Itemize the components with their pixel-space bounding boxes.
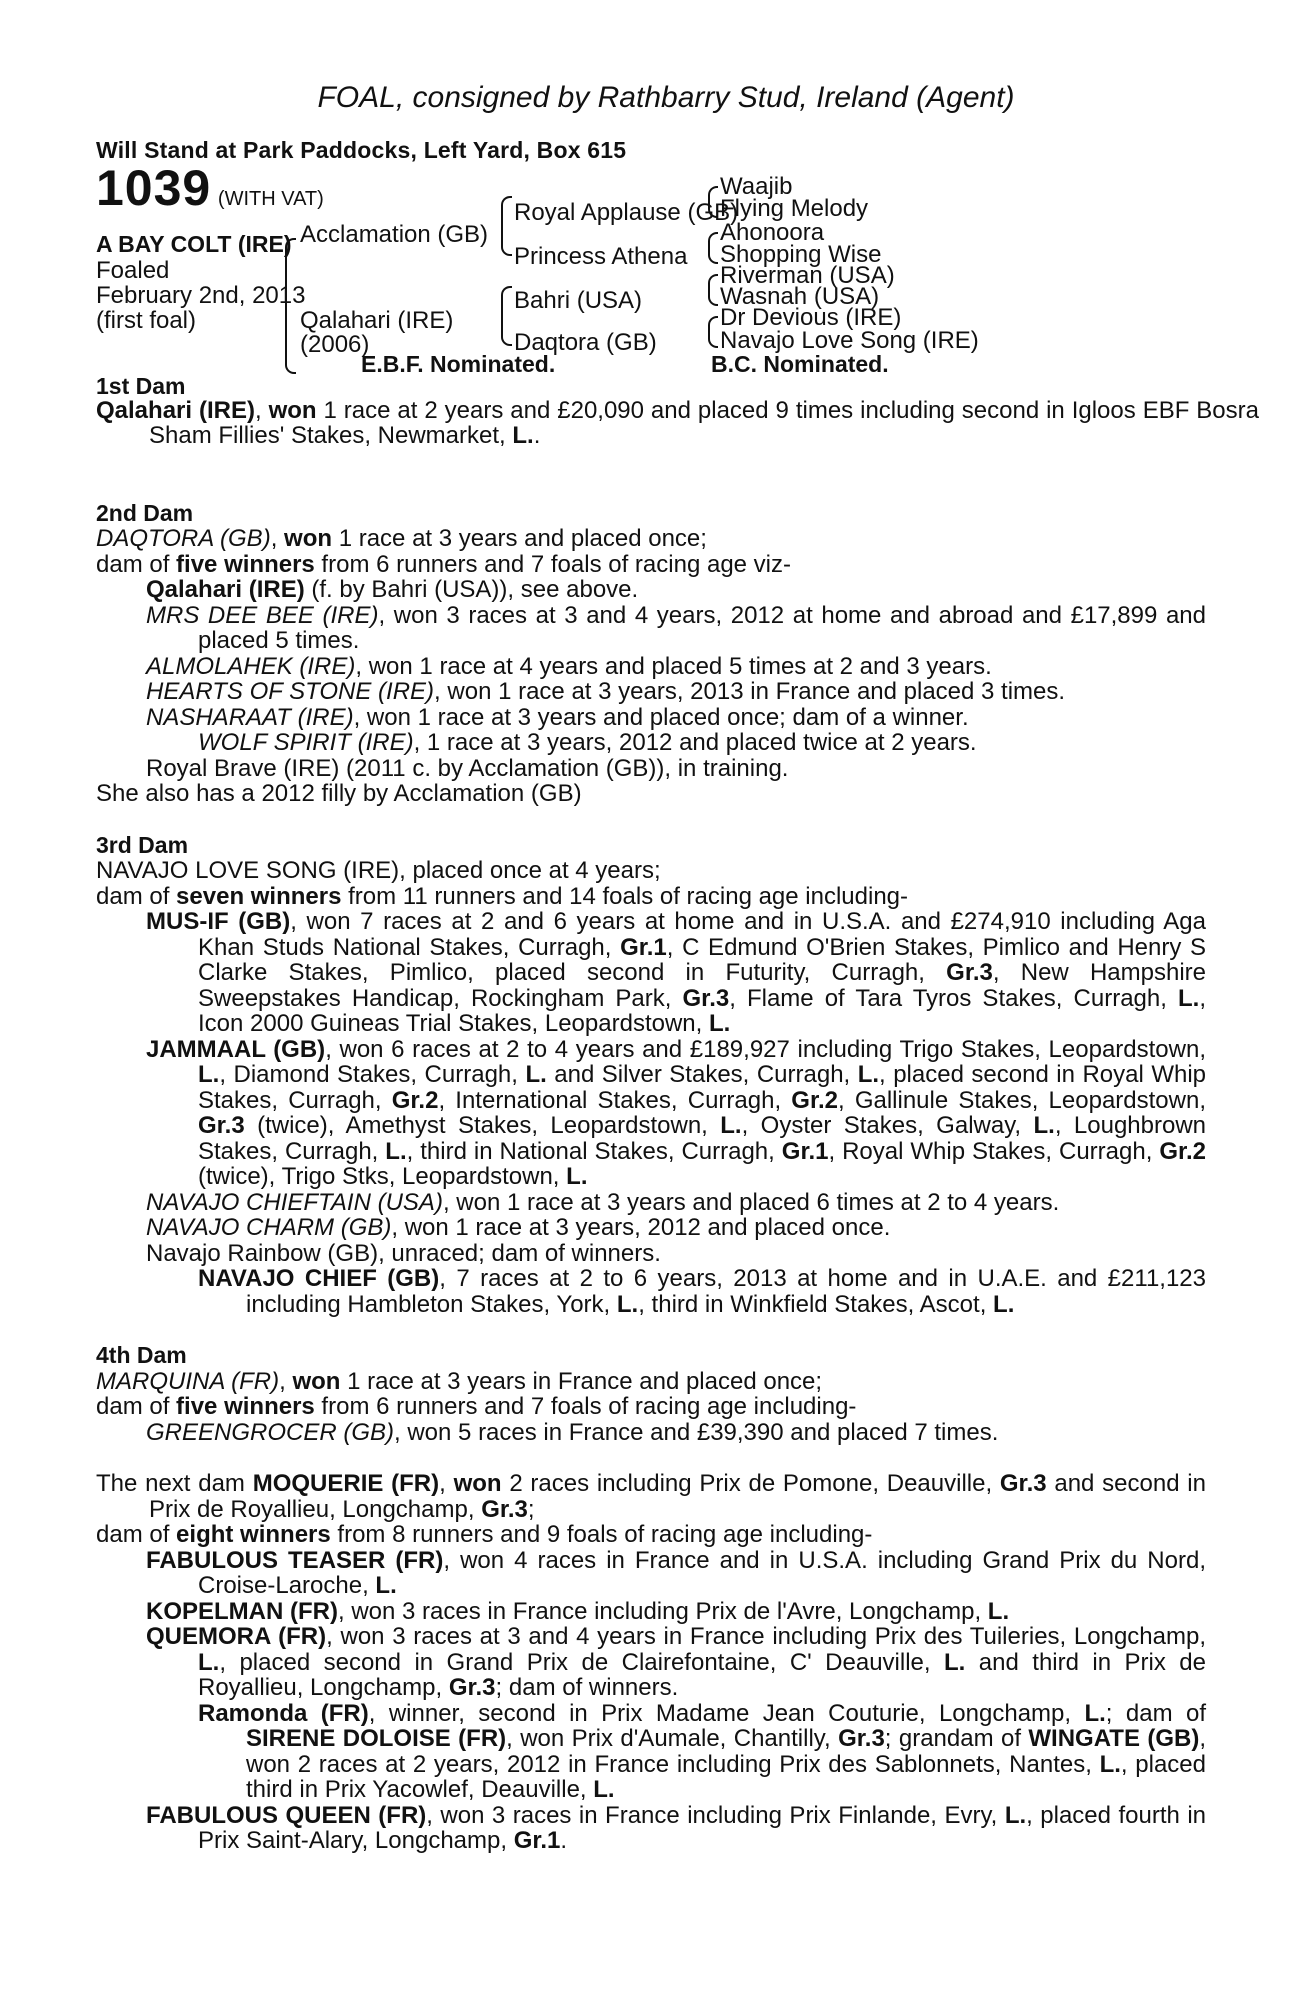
lot-number-line xyxy=(96,159,324,216)
progeny-entry xyxy=(96,603,1206,654)
first-dam-name: Qalahari (IRE) xyxy=(96,396,255,424)
grade: L. xyxy=(512,422,534,449)
ebf-nomination: E.B.F. Nominated. xyxy=(361,350,556,377)
grade: Gr.3 xyxy=(999,1470,1047,1497)
dam-year: (2006) xyxy=(300,330,370,358)
next-dam-name: MOQUERIE (FR) xyxy=(252,1470,440,1497)
progeny-text: , won 6 races at 2 to 4 years and £189,927 including Trigo Stakes, Leopardstown, xyxy=(325,1035,1206,1063)
won-label: won xyxy=(292,1367,341,1395)
grade: Gr.3 xyxy=(946,959,993,986)
progeny-text: and third in Prix de Royallieu, Longchamp, xyxy=(198,1648,1206,1701)
progeny-text: , placed fourth in Prix Saint-Alary, Longchamp, xyxy=(198,1801,1207,1854)
grade: Gr.2 xyxy=(791,1086,838,1114)
spacer xyxy=(96,1317,1206,1343)
grade: L. xyxy=(1033,1112,1055,1139)
next-dam-text: 2 races including Prix de Pomone, Deauville, xyxy=(501,1470,1000,1497)
winners-count: eight winners xyxy=(176,1521,331,1548)
progeny-text: , Diamond Stakes, Curragh, xyxy=(219,1061,526,1088)
bracket xyxy=(708,274,718,292)
bracket xyxy=(501,224,512,256)
grade: L. xyxy=(857,1061,880,1088)
progeny-entry xyxy=(96,1803,1206,1854)
second-dam-summary xyxy=(96,552,1206,578)
progeny-text: , winner, second in Prix Madame Jean Couturie, Longchamp, xyxy=(368,1699,1085,1727)
progeny-name: WINGATE (GB) xyxy=(1028,1725,1200,1752)
progeny-entry xyxy=(96,1599,1206,1625)
grandsire-1: Waajib xyxy=(720,172,793,200)
grade: L. xyxy=(987,1597,1010,1625)
third-dam-summary xyxy=(96,884,1206,910)
progeny-text: , third in Winkfield Stakes, Ascot, xyxy=(638,1290,994,1318)
lot-name: A BAY COLT (IRE) xyxy=(96,230,292,257)
grand-progeny-entry xyxy=(96,1266,1206,1317)
progeny-entry xyxy=(96,1624,1206,1701)
progeny-text: , placed third in Prix Yacowlef, Deauville, xyxy=(246,1750,1206,1803)
grandsire-3: Riverman (USA) xyxy=(720,261,895,289)
grade: L. xyxy=(1178,984,1200,1012)
progeny-text: , won Prix d'Aumale, Chantilly, xyxy=(506,1725,839,1752)
pedigree-block xyxy=(96,159,1259,449)
runners-text: from 6 runners and 7 foals of racing age including- xyxy=(314,1393,857,1420)
progeny-text: , placed second in Royal Whip Stakes, Curragh, xyxy=(198,1061,1206,1114)
progeny-name: MRS DEE BEE (IRE) xyxy=(146,601,379,629)
grade: L. xyxy=(198,1061,220,1088)
winners-count: five winners xyxy=(176,1393,315,1420)
progeny-text: (f. by Bahri (USA)), see above. xyxy=(304,576,639,603)
progeny-text: , Oyster Stakes, Galway, xyxy=(741,1112,1034,1139)
dam: Qalahari (IRE) xyxy=(300,306,454,334)
grade: L. xyxy=(593,1776,615,1803)
progeny-name: HEARTS OF STONE (IRE) xyxy=(146,678,435,705)
progeny-name: ALMOLAHEK (IRE) xyxy=(146,652,356,680)
progeny-text: , won 1 race at 3 years, 2012 and placed once. xyxy=(391,1214,891,1241)
progeny-text: , International Stakes, Curragh, xyxy=(438,1086,792,1114)
bracket xyxy=(708,332,718,348)
bracket xyxy=(708,316,718,334)
progeny-text: , won 3 races in France including Prix de l'Avre, Longchamp, xyxy=(337,1597,988,1625)
bracket xyxy=(501,286,512,316)
fourth-dam-summary xyxy=(96,1394,1206,1420)
consignor-heading: FOAL, consigned by Rathbarry Stud, Ireland (Agent) xyxy=(317,81,1015,114)
progeny-entry xyxy=(96,1037,1206,1190)
progeny-name: Ramonda (FR) xyxy=(198,1699,369,1727)
progeny-text: , placed second in Grand Prix de Clairefontaine, C' Deauville, xyxy=(219,1648,945,1676)
sire-sire: Royal Applause (GB) xyxy=(514,198,739,226)
stand-location: Will Stand at Park Paddocks, Left Yard, Box 615 xyxy=(96,137,627,163)
grade: Gr.2 xyxy=(1159,1137,1207,1165)
grade: Gr.1 xyxy=(620,933,667,961)
progeny-name: NASHARAAT (IRE) xyxy=(146,703,354,731)
won-label: won xyxy=(284,525,333,552)
progeny-text: , Flame of Tara Tyros Stakes, Curragh, xyxy=(729,984,1178,1012)
progeny-entry: Navajo Rainbow (GB), unraced; dam of winners. xyxy=(146,1239,661,1267)
fourth-dam-line: MARQUINA (FR), won 1 race at 3 years in France and placed once; xyxy=(96,1367,823,1395)
fourth-dam-text: 1 race at 3 years in France and placed once; xyxy=(340,1367,823,1395)
progeny-name: QUEMORA (FR) xyxy=(146,1623,327,1650)
first-foal-note: (first foal) xyxy=(96,306,197,334)
won-label: won xyxy=(268,396,317,424)
grand-progeny-entry xyxy=(96,1701,1206,1803)
progeny-text: . xyxy=(560,1827,568,1854)
fourth-dam-name: MARQUINA (FR) xyxy=(96,1367,280,1395)
progeny-text: ; dam of xyxy=(1105,1699,1206,1727)
progeny-text: (twice), Trigo Stks, Leopardstown, xyxy=(198,1163,567,1190)
won-label: won xyxy=(453,1470,502,1497)
progeny-name: NAVAJO CHIEFTAIN (USA) xyxy=(146,1188,443,1216)
bracket xyxy=(285,298,296,374)
progeny-name: FABULOUS TEASER (FR) xyxy=(146,1546,444,1574)
progeny-text: , won 2 races at 2 years, 2012 in France including Prix des Sablonnets, Nantes, xyxy=(246,1725,1207,1778)
spacer xyxy=(96,807,1206,833)
third-dam-line: NAVAJO LOVE SONG (IRE), placed once at 4 years; xyxy=(96,857,661,884)
progeny-name: NAVAJO CHIEF (GB) xyxy=(198,1265,440,1292)
progeny-text: , won 1 race at 3 years and placed 6 times at 2 to 4 years. xyxy=(442,1188,1060,1216)
bc-nomination: B.C. Nominated. xyxy=(711,350,889,377)
granddam-2: Shopping Wise xyxy=(720,240,882,268)
granddam-4: Navajo Love Song (IRE) xyxy=(720,326,979,354)
grand-progeny-entry xyxy=(96,730,1206,756)
progeny-entry xyxy=(96,654,1206,680)
first-dam-paragraph: Qalahari (IRE), won 1 race at 2 years and £20,090 and placed 9 times including second in Igloos EBF Bosra Sham Fillies' Stakes, Newmarket, L.. xyxy=(96,396,1259,449)
second-dam-line: DAQTORA (GB), won 1 race at 3 years and placed once; xyxy=(96,525,707,552)
progeny-text: , won 5 races in France and £39,390 and placed 7 times. xyxy=(394,1418,999,1446)
grade: Gr.1 xyxy=(513,1827,561,1854)
next-dam-summary xyxy=(96,1522,1206,1548)
catalogue-page xyxy=(96,80,1259,1854)
grade: L. xyxy=(944,1648,966,1676)
progeny-name: NAVAJO CHARM (GB) xyxy=(146,1214,392,1241)
progeny-entry xyxy=(96,1548,1206,1599)
dam-sire: Bahri (USA) xyxy=(514,286,643,314)
progeny-name: FABULOUS QUEEN (FR) xyxy=(146,1801,427,1829)
dam-of-label: dam of xyxy=(96,882,177,910)
winners-count: five winners xyxy=(176,550,315,578)
grade: Gr.3 xyxy=(448,1674,496,1701)
runners-text: from 8 runners and 9 foals of racing age including- xyxy=(330,1521,873,1548)
bracket xyxy=(708,248,718,264)
progeny-entry xyxy=(96,679,1206,705)
grade: L. xyxy=(708,1010,731,1037)
progeny-entry xyxy=(96,705,1206,731)
progeny-text: , Loughbrown Stakes, Curragh, xyxy=(198,1112,1207,1165)
next-dam-line: The next dam MOQUERIE (FR), won 2 races including Prix de Pomone, Deauville, Gr.3 and second in Prix de Royallieu, Longchamp, Gr.3; xyxy=(96,1470,1206,1523)
grade: L. xyxy=(566,1163,588,1190)
progeny-text: ; grandam of xyxy=(884,1725,1029,1752)
progeny-text: , Gallinule Stakes, Leopardstown, xyxy=(837,1086,1207,1114)
progeny-entry xyxy=(96,1420,1206,1446)
progeny-text: ; dam of winners. xyxy=(495,1674,679,1701)
grade: L. xyxy=(385,1137,407,1165)
grade: Gr.3 xyxy=(838,1725,885,1752)
spacer xyxy=(96,1445,1206,1471)
first-dam-heading: 1st Dam xyxy=(96,372,186,399)
third-dam-heading: 3rd Dam xyxy=(96,831,189,858)
progeny-text: , third in National Stakes, Curragh, xyxy=(406,1137,782,1165)
progeny-text: , won 3 races at 3 and 4 years, 2012 at home and abroad and £17,899 and placed 5 times. xyxy=(198,601,1206,654)
progeny-entry xyxy=(96,1190,1206,1216)
bracket xyxy=(285,238,296,300)
bracket xyxy=(501,196,512,226)
vat-note: (WITH VAT) xyxy=(217,187,324,210)
grade: L. xyxy=(375,1572,397,1599)
grandsire-4: Dr Devious (IRE) xyxy=(720,303,902,331)
second-dam-text: 1 race at 3 years and placed once; xyxy=(332,525,707,552)
grade: Gr.3 xyxy=(481,1495,528,1523)
dam-of-label: dam of xyxy=(96,1521,177,1548)
grade: L. xyxy=(1004,1801,1027,1829)
bracket xyxy=(708,202,718,218)
bracket xyxy=(708,186,718,204)
progeny-name: WOLF SPIRIT (IRE) xyxy=(198,729,414,756)
bracket xyxy=(708,232,718,250)
progeny-text: , won 1 race at 3 years and placed once; dam of a winner. xyxy=(353,703,969,731)
second-dam-heading: 2nd Dam xyxy=(96,499,194,526)
grade: Gr.3 xyxy=(682,984,730,1012)
bracket xyxy=(501,314,512,346)
progeny-text: , Royal Whip Stakes, Curragh, xyxy=(828,1137,1160,1165)
progeny-text: and Silver Stakes, Curragh, xyxy=(546,1061,858,1088)
grade: Gr.2 xyxy=(391,1086,439,1114)
sire: Acclamation (GB) xyxy=(300,220,489,248)
fourth-dam-heading: 4th Dam xyxy=(96,1342,187,1368)
progeny-text: , won 1 race at 4 years and placed 5 times at 2 and 3 years. xyxy=(355,652,992,680)
progeny-name: JAMMAAL (GB) xyxy=(146,1035,326,1063)
progeny-entry xyxy=(96,577,1206,603)
next-dam-lead: The next dam xyxy=(96,1470,253,1497)
dam-dam: Daqtora (GB) xyxy=(514,328,657,356)
grade: L. xyxy=(720,1112,742,1139)
grade: L. xyxy=(993,1290,1015,1318)
granddam-3: Wasnah (USA) xyxy=(720,282,880,310)
progeny-entry xyxy=(96,909,1206,1037)
dam-of-label: dam of xyxy=(96,550,177,578)
first-dam-text: 1 race at 2 years and £20,090 and placed 9 times including second in Igloos EBF Bosra Sham Fillies' Stakes, Newmarket, xyxy=(149,396,1259,449)
progeny-text: , won 3 races at 3 and 4 years in France including Prix des Tuileries, Longchamp, xyxy=(326,1623,1206,1650)
next-dam-text: ; xyxy=(527,1495,535,1523)
bracket xyxy=(708,290,718,306)
filly-note: She also has a 2012 filly by Acclamation (GB) xyxy=(96,780,582,807)
grade: Gr.1 xyxy=(781,1137,829,1165)
lot-number: 1039 xyxy=(96,159,212,216)
grade: L. xyxy=(198,1648,220,1676)
progeny-name: SIRENE DOLOISE (FR) xyxy=(246,1725,507,1752)
dam-of-label: dam of xyxy=(96,1393,177,1420)
progeny-text: , 1 race at 3 years, 2012 and placed twice at 2 years. xyxy=(413,729,977,756)
progeny-text: , won 4 races in France and in U.S.A. including Grand Prix du Nord, Croise-Laroche, xyxy=(198,1546,1206,1599)
runners-text: from 11 runners and 14 foals of racing age including- xyxy=(341,882,909,910)
winners-count: seven winners xyxy=(176,882,342,910)
progeny-entry xyxy=(96,1215,1206,1241)
progeny-text: , won 7 races at 2 and 6 years at home and in U.S.A. and £274,910 including Aga Khan Studs National Stakes, Curragh, xyxy=(198,908,1206,961)
progeny-name: GREENGROCER (GB) xyxy=(146,1418,395,1446)
grade: L. xyxy=(616,1290,639,1318)
progeny-name: KOPELMAN (FR) xyxy=(146,1597,338,1625)
progeny-text: , New Hampshire Sweepstakes Handicap, Rockingham Park, xyxy=(198,959,1206,1012)
sire-dam: Princess Athena xyxy=(514,242,688,270)
progeny-name: MUS-IF (GB) xyxy=(146,908,291,935)
granddam-1: Flying Melody xyxy=(720,194,869,222)
grade: Gr.3 xyxy=(198,1112,245,1139)
foaled-label: Foaled xyxy=(96,256,170,284)
progeny-text: , won 3 races in France including Prix Finlande, Evry, xyxy=(426,1801,1005,1829)
grade: L. xyxy=(525,1061,547,1088)
sentence-end: . xyxy=(533,422,541,449)
second-dam-name: DAQTORA (GB) xyxy=(96,525,271,552)
progeny-text: , Icon 2000 Guineas Trial Stakes, Leopardstown, xyxy=(198,984,1206,1037)
runners-text: from 6 runners and 7 foals of racing age viz- xyxy=(314,550,792,578)
progeny-name: Qalahari (IRE) xyxy=(146,576,305,603)
progeny-text: (twice), Amethyst Stakes, Leopardstown, xyxy=(244,1112,721,1139)
next-dam-text: and second in Prix de Royallieu, Longchamp, xyxy=(149,1470,1206,1523)
progeny-text: , C Edmund O'Brien Stakes, Pimlico and Henry S Clarke Stakes, Pimlico, placed second in Futurity, Curragh, xyxy=(198,933,1206,986)
progeny-entry: Royal Brave (IRE) (2011 c. by Acclamation (GB)), in training. xyxy=(146,754,789,782)
grade: L. xyxy=(1099,1750,1121,1778)
grandsire-2: Ahonoora xyxy=(720,218,825,246)
progeny-text: , won 1 race at 3 years, 2013 in France and placed 3 times. xyxy=(434,678,1066,705)
progeny-text: , 7 races at 2 to 6 years, 2013 at home and in U.A.E. and £211,123 including Hambleton Stakes, York, xyxy=(246,1265,1207,1318)
grade: L. xyxy=(1084,1699,1106,1727)
foaling-date: February 2nd, 2013 xyxy=(96,281,306,309)
